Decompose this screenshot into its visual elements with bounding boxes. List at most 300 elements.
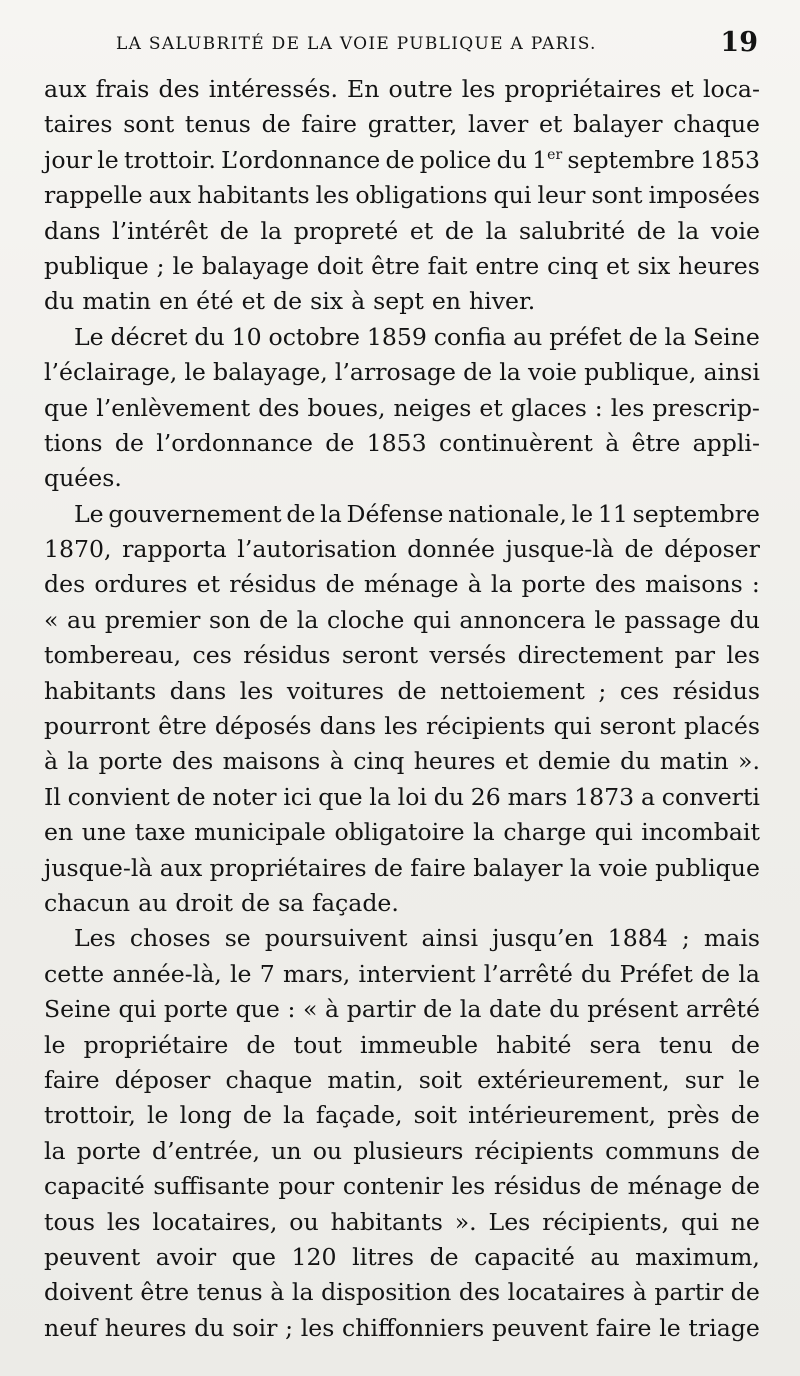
word: ainsi bbox=[703, 358, 760, 387]
word: long bbox=[179, 1101, 232, 1130]
word: par bbox=[674, 641, 715, 670]
word: extérieurement, bbox=[477, 1065, 670, 1094]
text-line bbox=[44, 638, 760, 673]
word: les bbox=[610, 393, 645, 422]
word: fait bbox=[427, 251, 468, 280]
word: la bbox=[459, 995, 482, 1024]
word: au bbox=[138, 888, 168, 917]
word: nettoiement bbox=[440, 676, 585, 705]
word: ou bbox=[289, 1207, 319, 1236]
text-line bbox=[44, 249, 760, 284]
word: de bbox=[730, 1278, 760, 1307]
word: aux bbox=[148, 181, 192, 210]
word: cette bbox=[44, 959, 105, 988]
word: l’intérêt bbox=[112, 216, 209, 245]
word: le bbox=[571, 499, 594, 528]
word: faire bbox=[595, 1313, 652, 1342]
word: arrêté bbox=[685, 995, 760, 1024]
word: que bbox=[44, 393, 89, 422]
word: plusieurs bbox=[353, 1136, 464, 1165]
word: des bbox=[258, 393, 300, 422]
word: habitants bbox=[44, 676, 157, 705]
page-number: 19 bbox=[720, 27, 758, 58]
word: voitures bbox=[286, 676, 384, 705]
text-line bbox=[44, 532, 760, 567]
word: au bbox=[513, 322, 543, 351]
word: les bbox=[384, 712, 418, 741]
word: jusque-là bbox=[505, 535, 614, 564]
word: de bbox=[730, 1030, 760, 1059]
word: peuvent bbox=[491, 1313, 589, 1342]
text-line bbox=[44, 1028, 760, 1063]
word: du bbox=[620, 747, 651, 776]
word: la bbox=[369, 782, 391, 811]
word: matin bbox=[659, 747, 729, 776]
word: et bbox=[538, 110, 563, 139]
word: : bbox=[287, 995, 296, 1024]
word: sur bbox=[684, 1065, 724, 1094]
text-line bbox=[44, 1240, 760, 1275]
word: ici bbox=[283, 782, 312, 811]
text-line bbox=[44, 744, 760, 779]
word: porte bbox=[521, 570, 586, 599]
word: du bbox=[549, 995, 580, 1024]
word: balayer bbox=[473, 853, 563, 882]
word: quées. bbox=[44, 464, 122, 493]
word: de bbox=[176, 782, 206, 811]
word: année-là, bbox=[112, 959, 222, 988]
word: porte bbox=[76, 1136, 141, 1165]
word: six bbox=[310, 287, 344, 316]
word: d’entrée, bbox=[152, 1136, 260, 1165]
word: qui bbox=[680, 1207, 719, 1236]
word: le bbox=[184, 358, 206, 387]
word: balayage bbox=[201, 251, 310, 280]
word: police bbox=[419, 145, 492, 174]
word: sont bbox=[591, 181, 643, 210]
word: près bbox=[667, 1101, 720, 1130]
word: porte bbox=[163, 995, 228, 1024]
word: prescrip- bbox=[652, 393, 760, 422]
word: balayage, bbox=[213, 358, 328, 387]
word: la bbox=[490, 570, 513, 599]
word: de bbox=[730, 1101, 760, 1130]
text-line bbox=[44, 143, 760, 178]
word: soir bbox=[232, 1313, 278, 1342]
word: et bbox=[479, 393, 503, 422]
word: résidus bbox=[493, 1172, 582, 1201]
word: en bbox=[44, 818, 74, 847]
word: ces bbox=[619, 676, 660, 705]
word: à bbox=[270, 1278, 285, 1307]
word: date bbox=[489, 995, 542, 1024]
word: « bbox=[303, 995, 318, 1024]
word: façade, bbox=[315, 1101, 403, 1130]
word: habitants bbox=[330, 1207, 443, 1236]
word: propreté bbox=[293, 216, 399, 245]
word: des bbox=[458, 1278, 501, 1307]
word: 1870, bbox=[44, 535, 112, 564]
word: gratter, bbox=[367, 110, 458, 139]
paragraph bbox=[44, 497, 760, 922]
word: municipale bbox=[194, 818, 326, 847]
word: le bbox=[147, 1101, 169, 1130]
word: l’autorisation bbox=[237, 535, 397, 564]
word: 120 bbox=[291, 1242, 337, 1271]
word: confia bbox=[433, 322, 507, 351]
word: intéressés. bbox=[208, 75, 338, 103]
word: être bbox=[371, 251, 420, 280]
word: intérieurement, bbox=[468, 1101, 657, 1130]
word: partir bbox=[654, 1278, 724, 1307]
word: habité bbox=[496, 1030, 572, 1059]
word: 1859 bbox=[366, 322, 427, 351]
word: : bbox=[751, 570, 760, 599]
word: obligations bbox=[355, 181, 488, 210]
word: de bbox=[730, 1172, 760, 1201]
text-line bbox=[44, 567, 760, 602]
word: seront bbox=[599, 712, 676, 741]
text-line bbox=[44, 497, 760, 532]
word: être bbox=[631, 428, 681, 457]
word: publique, bbox=[584, 358, 697, 387]
word: le bbox=[172, 251, 194, 280]
word: noter bbox=[212, 782, 277, 811]
word: qui bbox=[412, 605, 451, 634]
word: 26 bbox=[470, 782, 501, 811]
word: locataires bbox=[507, 1278, 626, 1307]
word: Les bbox=[74, 924, 116, 953]
word: de bbox=[624, 535, 654, 564]
word: jusqu’en bbox=[492, 924, 594, 953]
word: de bbox=[444, 216, 474, 245]
word: demie bbox=[537, 747, 611, 776]
word: neiges bbox=[393, 393, 472, 422]
word: cinq bbox=[353, 747, 405, 776]
word: le bbox=[97, 145, 119, 174]
word: la bbox=[664, 322, 687, 351]
word: de bbox=[286, 499, 316, 528]
word: ménage bbox=[627, 1172, 723, 1201]
word: peuvent bbox=[44, 1242, 141, 1271]
word: aux bbox=[44, 75, 87, 103]
word: propriétaires bbox=[504, 75, 662, 103]
text-line bbox=[44, 957, 760, 992]
word: de bbox=[429, 1242, 459, 1271]
word: continuèrent bbox=[438, 428, 593, 457]
word: de bbox=[325, 428, 355, 457]
word: frais bbox=[95, 75, 150, 103]
word: résidus bbox=[672, 676, 760, 705]
word: de bbox=[273, 287, 303, 316]
word: balayer bbox=[573, 110, 663, 139]
word: soit bbox=[413, 1101, 457, 1130]
word: matin bbox=[82, 287, 151, 316]
word: mars, bbox=[282, 959, 351, 988]
word: de bbox=[240, 888, 271, 917]
word: en bbox=[158, 287, 189, 316]
paragraph bbox=[44, 921, 760, 1346]
word: septembre bbox=[632, 499, 760, 528]
word: ménage bbox=[363, 570, 459, 599]
word: Défense bbox=[346, 499, 444, 528]
word: déposer bbox=[664, 535, 760, 564]
word: décret bbox=[110, 322, 188, 351]
paragraph bbox=[44, 320, 760, 497]
word: résidus bbox=[229, 570, 317, 599]
word: de bbox=[701, 959, 731, 988]
word: du bbox=[194, 322, 225, 351]
word: voie bbox=[527, 358, 577, 387]
word: porte bbox=[98, 747, 163, 776]
word: façade. bbox=[312, 888, 399, 917]
text-line bbox=[44, 709, 760, 744]
word: Seine bbox=[693, 322, 760, 351]
word: la bbox=[291, 1278, 314, 1307]
word: Préfet bbox=[619, 959, 693, 988]
word: ces bbox=[192, 641, 232, 670]
word: converti bbox=[661, 782, 760, 811]
text-line bbox=[44, 851, 760, 886]
word: trottoir, bbox=[44, 1101, 136, 1130]
text-line bbox=[44, 1098, 760, 1133]
word: du bbox=[496, 145, 527, 174]
word: salubrité bbox=[518, 216, 626, 245]
word: résidus bbox=[243, 641, 331, 670]
text-line bbox=[44, 461, 760, 496]
word: jour bbox=[44, 145, 92, 174]
word: et bbox=[606, 251, 630, 280]
word: faire bbox=[44, 1065, 100, 1094]
word: glaces bbox=[510, 393, 587, 422]
word: 1873 bbox=[574, 782, 635, 811]
word: chacun bbox=[44, 888, 131, 917]
word: sera bbox=[589, 1030, 641, 1059]
word: déposés bbox=[214, 712, 312, 741]
text-line bbox=[44, 921, 760, 956]
word: au bbox=[67, 605, 97, 634]
word: ; bbox=[598, 676, 607, 705]
text-line bbox=[44, 1205, 760, 1240]
word: tions bbox=[44, 428, 103, 457]
text-line bbox=[44, 780, 760, 815]
word: la bbox=[569, 853, 592, 882]
word: du bbox=[194, 1313, 225, 1342]
word: publique bbox=[44, 251, 149, 280]
word: récipients bbox=[426, 712, 546, 741]
text-line bbox=[44, 391, 760, 426]
word: Seine bbox=[44, 995, 111, 1024]
word: de bbox=[114, 428, 144, 457]
word: ordures bbox=[94, 570, 188, 599]
text-line bbox=[44, 214, 760, 249]
word: le bbox=[230, 959, 252, 988]
word: mars bbox=[507, 782, 568, 811]
word: à bbox=[632, 1278, 647, 1307]
word: ainsi bbox=[421, 924, 479, 953]
word: placés bbox=[683, 712, 760, 741]
word: charge bbox=[503, 818, 587, 847]
text-line bbox=[44, 72, 760, 107]
word: heures bbox=[413, 747, 496, 776]
word: qui bbox=[594, 818, 633, 847]
text-line bbox=[44, 1169, 760, 1204]
word: sept bbox=[373, 287, 424, 316]
text-line bbox=[44, 1275, 760, 1310]
word: dans bbox=[169, 676, 227, 705]
text-line bbox=[44, 320, 760, 355]
word: ; bbox=[681, 924, 690, 953]
word: appli- bbox=[692, 428, 760, 457]
word: et bbox=[409, 216, 434, 245]
word: leur bbox=[537, 181, 586, 210]
word: loi bbox=[397, 782, 427, 811]
word: chaque bbox=[673, 110, 760, 139]
word: Les bbox=[488, 1207, 531, 1236]
word: être bbox=[158, 712, 207, 741]
word: imposées bbox=[648, 181, 760, 210]
word: faire bbox=[301, 110, 358, 139]
word: hiver. bbox=[468, 287, 536, 316]
word: jusque-là bbox=[44, 853, 153, 882]
text-line bbox=[44, 355, 760, 390]
word: et bbox=[241, 287, 266, 316]
word: l’arrêté bbox=[483, 959, 573, 988]
word: du bbox=[581, 959, 612, 988]
word: de bbox=[261, 110, 291, 139]
word: maximum, bbox=[635, 1242, 760, 1271]
word: être bbox=[140, 1278, 190, 1307]
word: la bbox=[473, 818, 495, 847]
word: des bbox=[594, 570, 637, 599]
word: litres bbox=[352, 1242, 415, 1271]
word: les bbox=[106, 1207, 141, 1236]
word: 10 bbox=[231, 322, 262, 351]
word: rappelle bbox=[44, 181, 143, 210]
word: du bbox=[729, 605, 760, 634]
word: immeuble bbox=[359, 1030, 479, 1059]
word: le bbox=[738, 1065, 760, 1094]
word: qui bbox=[118, 995, 157, 1024]
word: de bbox=[397, 676, 427, 705]
word: taires bbox=[44, 110, 113, 139]
word: dans bbox=[319, 712, 377, 741]
word: tenus bbox=[184, 110, 251, 139]
word: capacité bbox=[44, 1172, 145, 1201]
word: la bbox=[320, 499, 342, 528]
word: à bbox=[467, 570, 482, 599]
word: et bbox=[670, 75, 694, 103]
word: la bbox=[67, 747, 90, 776]
word: versés bbox=[429, 641, 507, 670]
word: annoncera bbox=[459, 605, 586, 634]
word: la bbox=[260, 216, 283, 245]
word: partir bbox=[346, 995, 416, 1024]
word: passage bbox=[624, 605, 722, 634]
text-line bbox=[44, 603, 760, 638]
word: le bbox=[659, 1313, 681, 1342]
word: récipients bbox=[474, 1136, 594, 1165]
word: Le bbox=[74, 322, 104, 351]
word: taxe bbox=[134, 818, 186, 847]
word: son bbox=[209, 605, 251, 634]
word: En bbox=[347, 75, 380, 103]
word: que bbox=[318, 782, 363, 811]
word: de bbox=[628, 322, 658, 351]
word: de bbox=[636, 216, 666, 245]
word: et bbox=[504, 747, 529, 776]
word: 1853 bbox=[699, 145, 760, 174]
word: dans bbox=[44, 216, 101, 245]
word: la bbox=[485, 216, 508, 245]
text-line bbox=[44, 107, 760, 142]
text-line bbox=[44, 426, 760, 461]
word: a bbox=[640, 782, 656, 811]
word: les bbox=[300, 1313, 335, 1342]
word: qui bbox=[493, 181, 532, 210]
word: du bbox=[44, 287, 75, 316]
word: pourront bbox=[44, 712, 150, 741]
text-line bbox=[44, 992, 760, 1027]
word: triage bbox=[688, 1313, 760, 1342]
word: à bbox=[351, 287, 366, 316]
word: laver bbox=[468, 110, 529, 139]
word: obligatoire bbox=[334, 818, 465, 847]
word: de bbox=[730, 1136, 760, 1165]
word: ou bbox=[312, 1136, 343, 1165]
word: heures bbox=[104, 1313, 187, 1342]
word: voie bbox=[598, 853, 648, 882]
word: contenir bbox=[342, 1172, 443, 1201]
word: récipients, bbox=[542, 1207, 670, 1236]
word: la bbox=[296, 605, 319, 634]
word: sa bbox=[278, 888, 305, 917]
word: à bbox=[325, 995, 340, 1024]
word: nationale, bbox=[448, 499, 567, 528]
text-line bbox=[44, 1134, 760, 1169]
word: qui bbox=[553, 712, 592, 741]
word: cinq bbox=[547, 251, 599, 280]
word: l’arrosage bbox=[334, 358, 456, 387]
word: chaque bbox=[225, 1065, 313, 1094]
word: du bbox=[433, 782, 465, 811]
word: convient bbox=[67, 782, 170, 811]
word: : bbox=[594, 393, 603, 422]
word: ne bbox=[730, 1207, 760, 1236]
word: communs bbox=[605, 1136, 720, 1165]
word: droit bbox=[175, 888, 233, 917]
word: trottoir. bbox=[123, 145, 216, 174]
word: propriétaires bbox=[209, 853, 367, 882]
word: maisons bbox=[645, 570, 743, 599]
word: avoir bbox=[155, 1242, 217, 1271]
word: 1853 bbox=[366, 428, 427, 457]
word: disposition bbox=[321, 1278, 452, 1307]
word: et bbox=[196, 570, 221, 599]
word: soit bbox=[418, 1065, 463, 1094]
word: tout bbox=[293, 1030, 342, 1059]
word: doivent bbox=[44, 1278, 133, 1307]
text-line bbox=[44, 815, 760, 850]
word: neuf bbox=[44, 1313, 98, 1342]
running-head bbox=[44, 28, 760, 62]
word: tenu bbox=[658, 1030, 713, 1059]
word: six bbox=[637, 251, 671, 280]
word: les bbox=[315, 181, 350, 210]
word: que bbox=[235, 995, 280, 1024]
word: habitants bbox=[197, 181, 310, 210]
word: 11 bbox=[597, 499, 628, 528]
